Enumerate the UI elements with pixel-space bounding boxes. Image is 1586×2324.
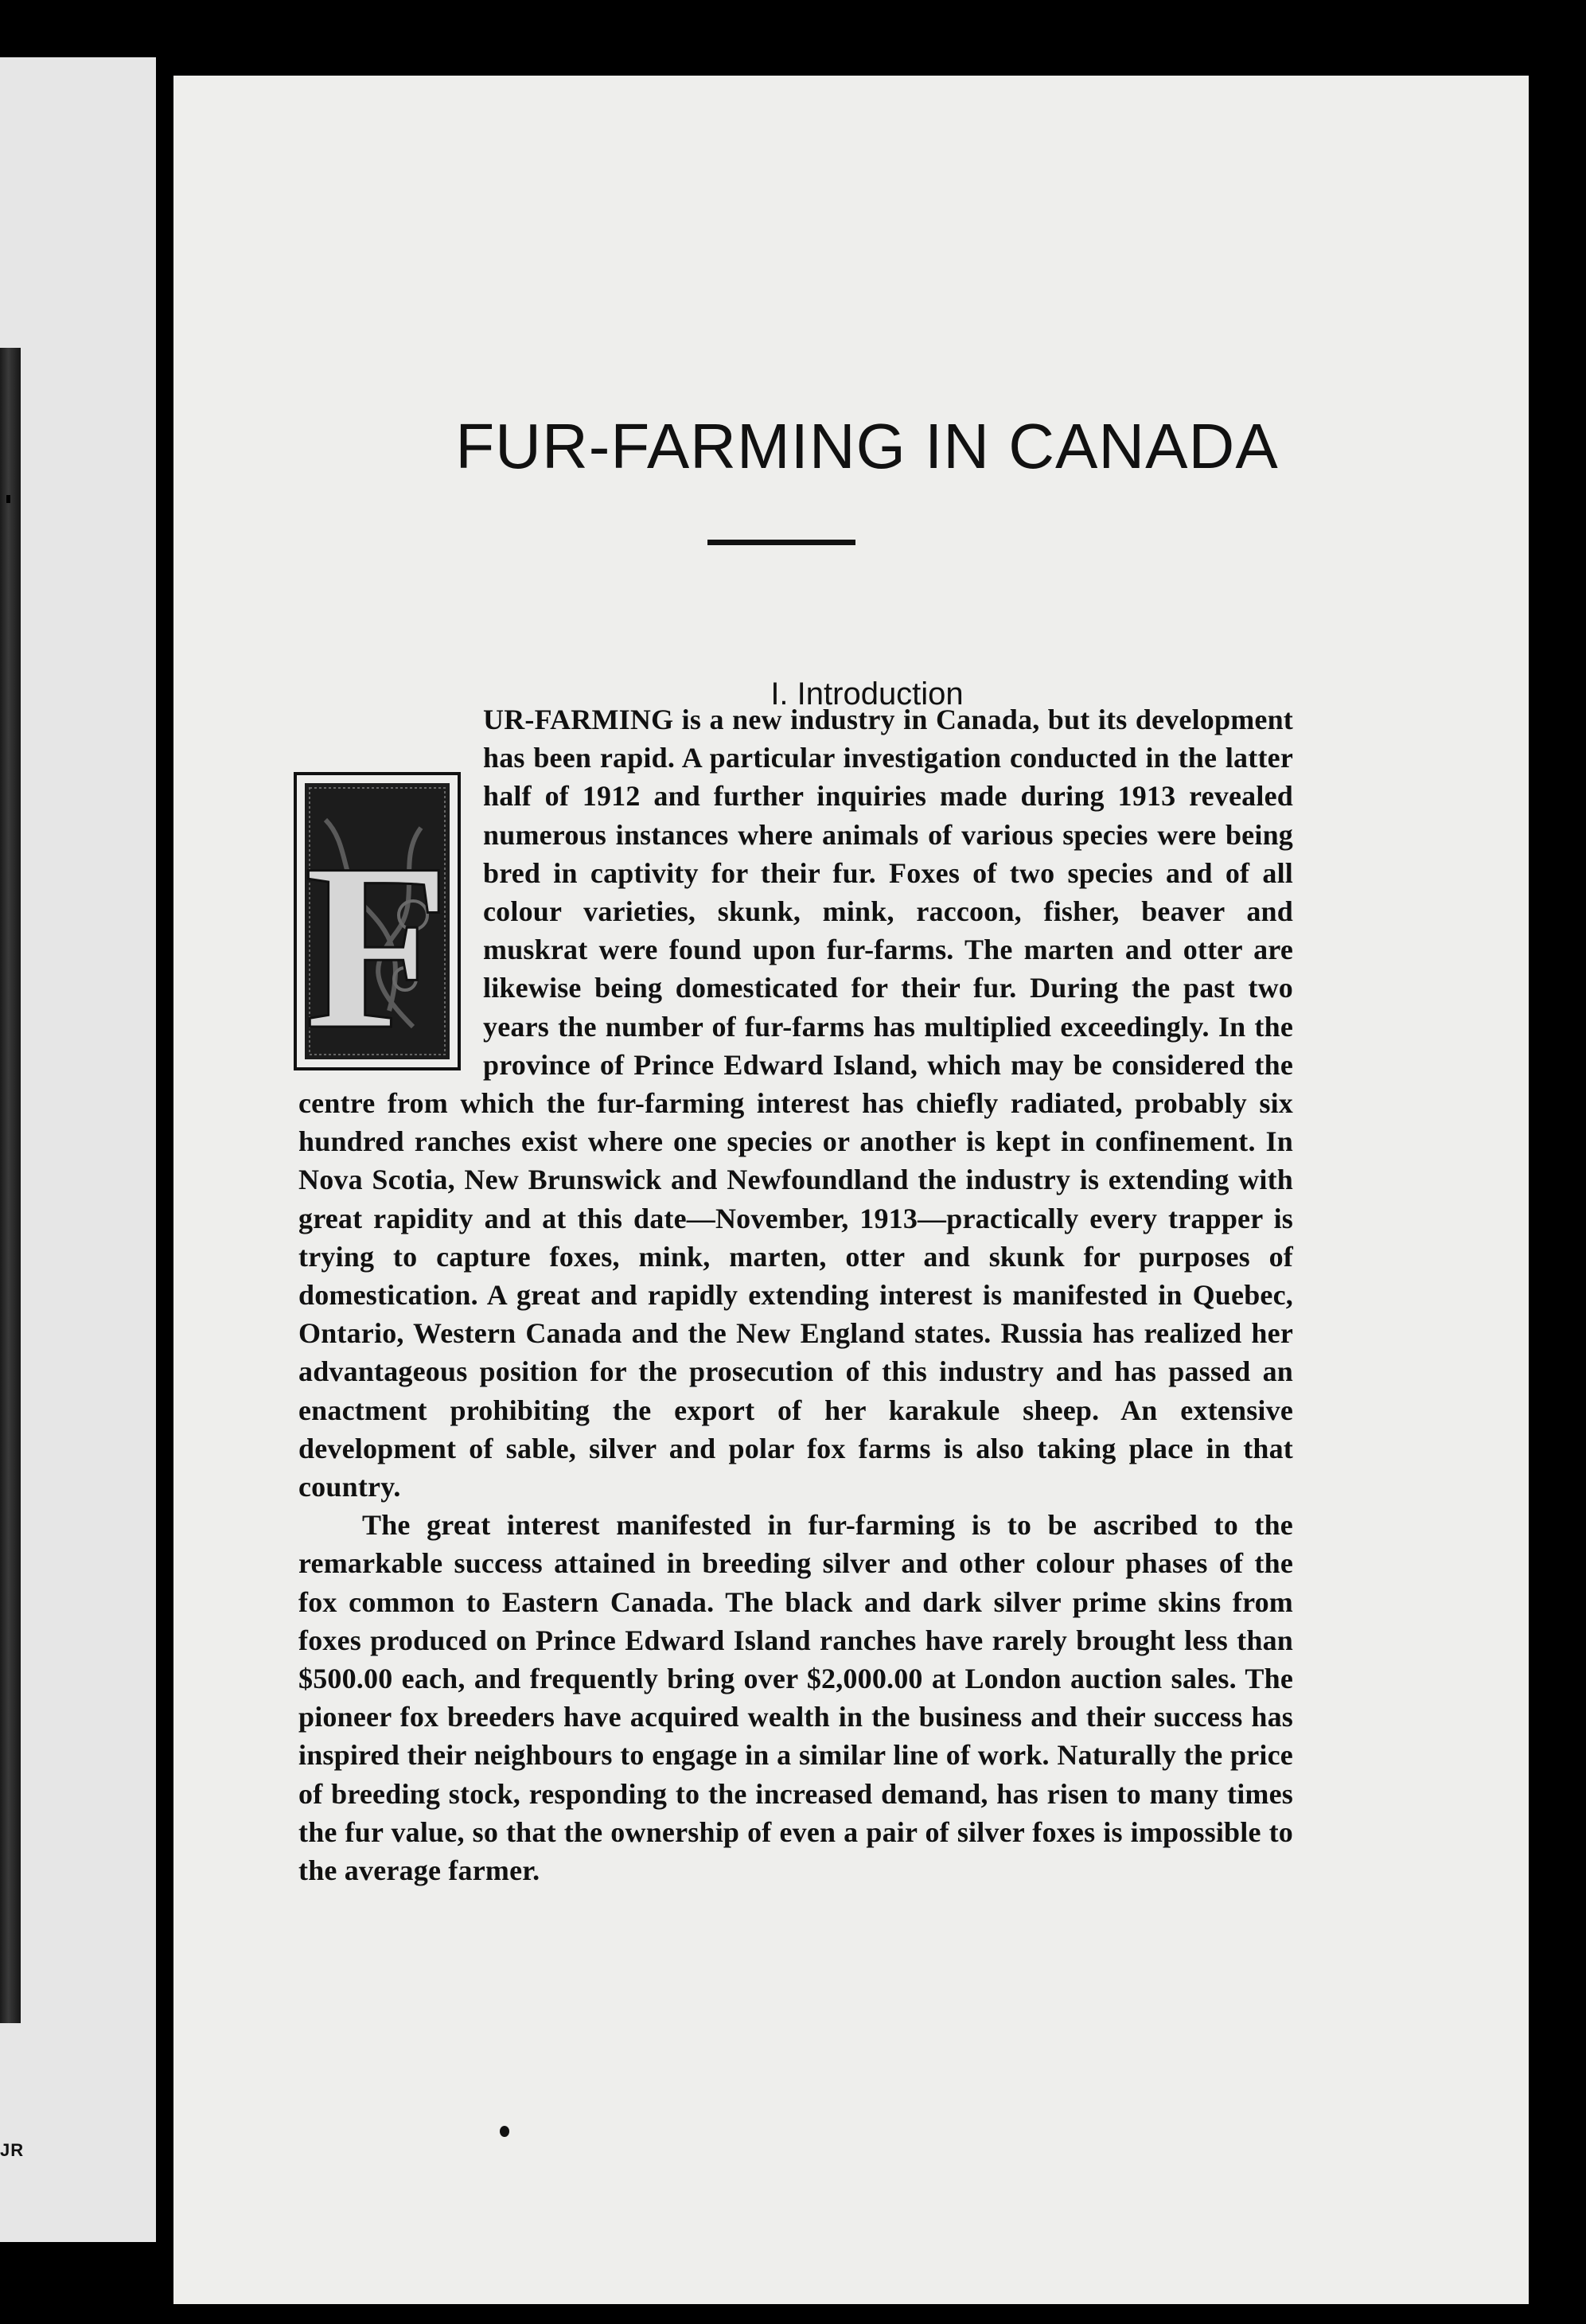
section-heading: I. Introduction: [770, 677, 964, 712]
document-page: [173, 76, 1529, 2304]
ornamental-drop-cap: [294, 772, 461, 1070]
paragraph-1: UR-FARMING is a new industry in Canada, but its development has been rapid. A particular investigation conducted in the latter half of 1912 and further inquiries made during 1913 revealed numerous instances where animals of various species were being bred in captivity for their fur. Foxes of two species and of all colour varieties, skunk, mink, raccoon, fisher, beaver and muskrat were found upon fur-farms. The marten and otter are likewise being domesticated for their fur. During the past two years the number of fur-farms has multiplied exceedingly. In the province of Prince Edward Island, which may be considered the centre from which the fur-farming interest has chiefly radiated, probably six hundred ranches exist where one species or another is kept in confinement. In Nova Scotia, New Brunswick and Newfoundland the industry is extending with great rapidity and at this date—November, 1913—practically every trapper is trying to capture foxes, mink, marten, otter and skunk for purposes of domestication. A great and rapidly extending interest is manifested in Quebec, Ontario, Western Canada and the New England states. Russia has realized her advantageous position for the prosecution of this industry and has passed an enactment prohibiting the export of her karakule sheep. An extensive development of sable, silver and polar fox farms is also taking place in that country.: [298, 704, 1293, 1503]
drop-cap-letter: F: [304, 814, 450, 1070]
page-title: FUR-FARMING IN CANADA: [455, 411, 1279, 482]
facing-page-mark: [6, 495, 10, 503]
book-gutter: [156, 80, 173, 2324]
article-body: [298, 700, 1293, 1889]
facing-page-photo-edge: [0, 348, 21, 2023]
facing-page-edge-label: JR: [0, 2140, 25, 2160]
page-dot-mark: [500, 2126, 509, 2137]
paragraph-2: The great interest manifested in fur-farming is to be ascribed to the remarkable success attained in breeding silver and other colour phases of the fox common to Eastern Canada. The black and dark silver prime skins from foxes produced on Prince Edward Island ranches have rarely brought less than $500.00 each, and frequently bring over $2,000.00 at London auction sales. The pioneer fox breeders have acquired wealth in the business and their success has inspired their neighbours to engage in a similar line of work. Naturally the price of breeding stock, responding to the increased demand, has risen to many times the fur value, so that the ownership of even a pair of silver foxes is impossible to the average farmer.: [298, 1509, 1293, 1887]
title-rule: [707, 540, 855, 545]
facing-page: [0, 57, 156, 2242]
drop-cap-ornament: [294, 772, 461, 1070]
